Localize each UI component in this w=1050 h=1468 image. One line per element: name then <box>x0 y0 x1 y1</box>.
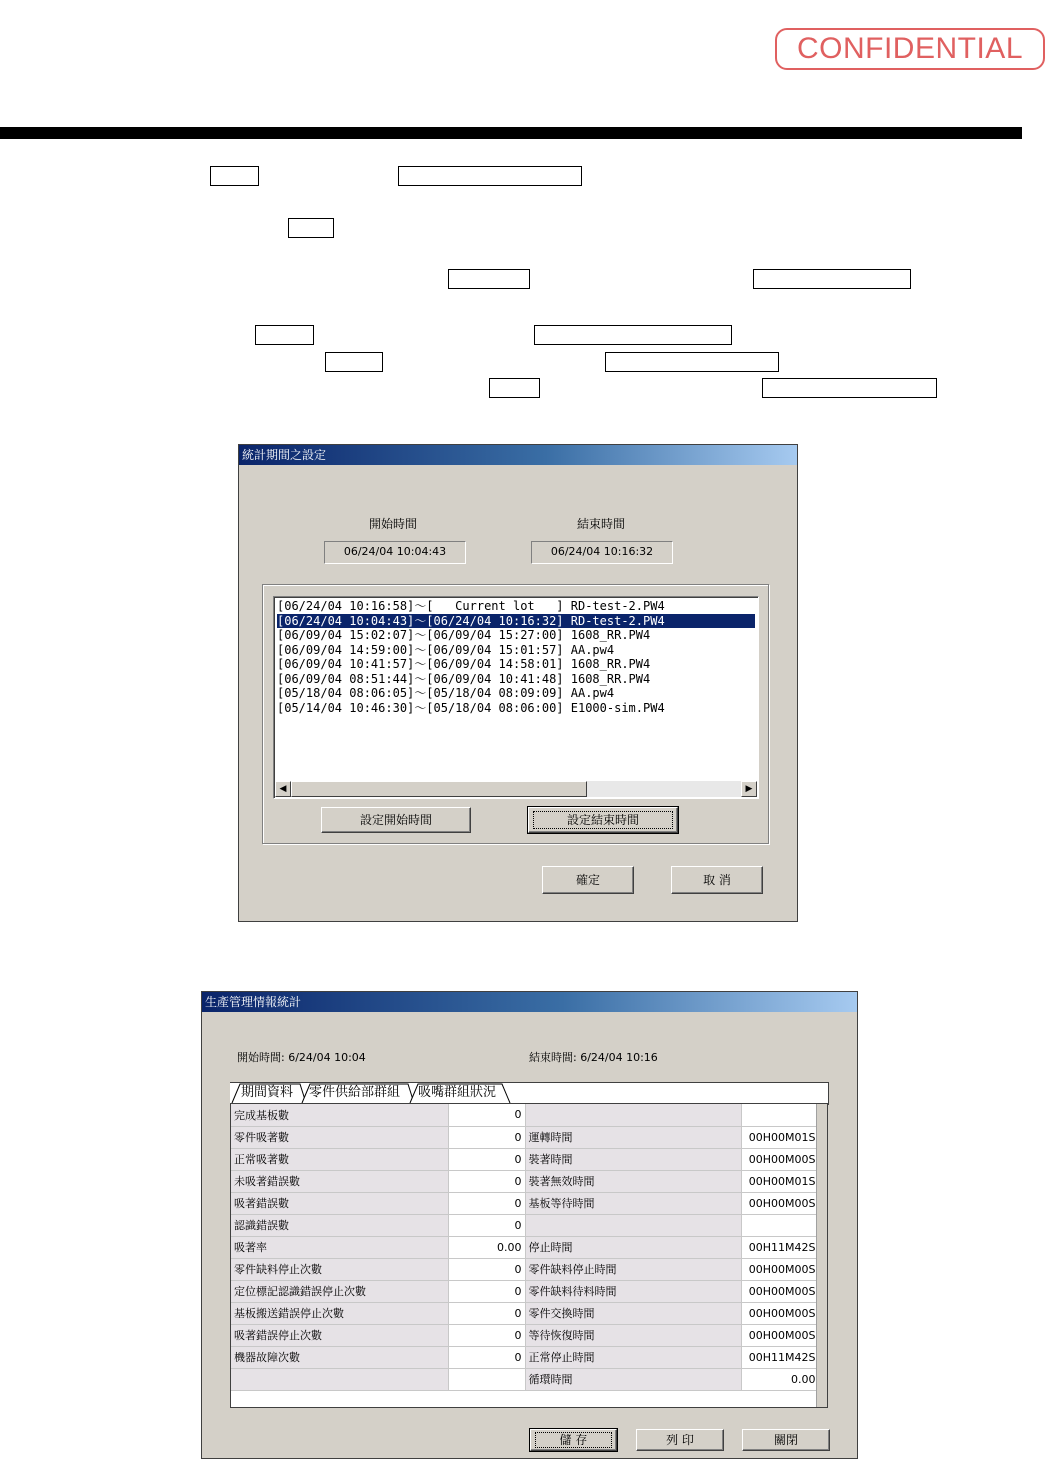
stat-value: 0 <box>448 1192 525 1214</box>
blank-box <box>255 325 314 345</box>
time-label <box>525 1214 741 1236</box>
save-label: 儲 存 <box>559 1433 588 1447</box>
time-value: 00H00M01S <box>741 1170 819 1192</box>
stat-label: 吸著率 <box>231 1236 448 1258</box>
time-label: 零件缺料待料時間 <box>525 1280 741 1302</box>
time-label: 等待恢復時間 <box>525 1324 741 1346</box>
blank-box <box>762 378 937 398</box>
table-row <box>231 1280 819 1302</box>
blank-box <box>210 166 259 186</box>
time-label: 基板等待時間 <box>525 1192 741 1214</box>
lot-list-item[interactable]: [06/09/04 10:41:57]～[06/09/04 14:58:01] 1608_RR.PW4 <box>277 657 651 671</box>
stat-value: 0 <box>448 1170 525 1192</box>
table-row <box>231 1236 819 1258</box>
tab-period-data[interactable]: 期間資料 <box>241 1085 294 1100</box>
tab-strip <box>230 1082 829 1105</box>
time-value <box>741 1104 819 1126</box>
time-label: 裝著時間 <box>525 1148 741 1170</box>
lot-list-item[interactable]: [06/24/04 10:16:58]～[ Current lot ] RD-test-2.PW4 <box>277 599 665 613</box>
period-start-text: 開始時間: 6/24/04 10:04 <box>237 1051 366 1064</box>
time-value: 00H00M00S <box>741 1192 819 1214</box>
stats-window <box>201 991 858 1459</box>
scroll-thumb[interactable] <box>291 781 587 797</box>
vertical-scrollbar[interactable] <box>816 1104 827 1407</box>
lot-list-item[interactable]: [05/18/04 08:06:05]～[05/18/04 08:09:09] AA.pw4 <box>277 686 615 700</box>
blank-box <box>605 352 779 372</box>
lot-listbox[interactable] <box>273 596 759 799</box>
time-label: 裝著無效時間 <box>525 1170 741 1192</box>
set-end-time-button[interactable] <box>528 807 678 833</box>
stat-label: 吸著錯誤停止次數 <box>231 1324 448 1346</box>
lot-list-item[interactable]: [06/24/04 10:04:43]～[06/24/04 10:16:32] RD-test-2.PW4 <box>277 614 755 629</box>
lot-list-item[interactable]: [06/09/04 15:02:07]～[06/09/04 15:27:00] 1608_RR.PW4 <box>277 628 651 642</box>
tab-feeder-group[interactable]: 零件供給部群組 <box>309 1085 401 1100</box>
time-value: 00H00M00S <box>741 1302 819 1324</box>
table-row <box>231 1148 819 1170</box>
time-label: 運轉時間 <box>525 1126 741 1148</box>
stat-label: 基板搬送錯誤停止次數 <box>231 1302 448 1324</box>
time-label: 停止時間 <box>525 1236 741 1258</box>
time-label: 零件缺料停止時間 <box>525 1258 741 1280</box>
dialog-title: 統計期間之設定 <box>239 445 797 465</box>
window-title: 生產管理情報統計 <box>202 992 857 1012</box>
time-value: 00H11M42S <box>741 1236 819 1258</box>
time-value: 00H00M00S <box>741 1280 819 1302</box>
table-row <box>231 1302 819 1324</box>
scroll-left-icon[interactable]: ◀ <box>275 781 291 797</box>
start-time-field: 06/24/04 10:04:43 <box>324 541 466 564</box>
blank-box <box>753 269 911 289</box>
stat-value: 0 <box>448 1258 525 1280</box>
stat-value: 0 <box>448 1126 525 1148</box>
table-row <box>231 1324 819 1346</box>
stat-value: 0 <box>448 1214 525 1236</box>
table-row <box>231 1258 819 1280</box>
blank-box <box>325 352 383 372</box>
blank-box <box>534 325 732 345</box>
stat-value: 0 <box>448 1324 525 1346</box>
end-time-field: 06/24/04 10:16:32 <box>531 541 673 564</box>
stat-value: 0 <box>448 1280 525 1302</box>
stat-label: 零件吸著數 <box>231 1126 448 1148</box>
blank-box <box>448 269 530 289</box>
start-time-label: 開始時間 <box>369 517 418 531</box>
stat-value: 0.00 <box>448 1236 525 1258</box>
set-start-time-button[interactable]: 設定開始時間 <box>321 807 471 833</box>
ok-button[interactable]: 確定 <box>542 866 634 894</box>
confidential-stamp: CONFIDENTIAL <box>775 28 1045 70</box>
save-button[interactable] <box>530 1429 617 1451</box>
table-row <box>231 1192 819 1214</box>
table-row <box>231 1214 819 1236</box>
stat-label: 認識錯誤數 <box>231 1214 448 1236</box>
time-value: 00H00M00S <box>741 1324 819 1346</box>
lot-list-item[interactable]: [06/09/04 14:59:00]～[06/09/04 15:01:57] AA.pw4 <box>277 642 615 657</box>
table-row <box>231 1346 819 1368</box>
set-end-time-label: 設定結束時間 <box>566 813 639 827</box>
time-label <box>525 1104 741 1126</box>
cancel-button[interactable]: 取 消 <box>671 866 763 894</box>
time-value <box>741 1214 819 1236</box>
table-row <box>231 1104 819 1126</box>
header-rule <box>0 127 1022 139</box>
table-row <box>231 1126 819 1148</box>
period-end-text: 結束時間: 6/24/04 10:16 <box>529 1051 658 1064</box>
scroll-right-icon[interactable]: ▶ <box>741 781 757 797</box>
end-time-label: 結束時間 <box>577 517 626 531</box>
stat-value: 0 <box>448 1346 525 1368</box>
table-row <box>231 1368 819 1390</box>
time-value: 00H00M00S <box>741 1258 819 1280</box>
time-label: 零件交換時間 <box>525 1302 741 1324</box>
blank-box <box>398 166 582 186</box>
stat-value <box>448 1368 525 1390</box>
stat-label <box>231 1368 448 1390</box>
horizontal-scrollbar[interactable] <box>275 781 757 797</box>
stat-label: 未吸著錯誤數 <box>231 1170 448 1192</box>
stat-label: 吸著錯誤數 <box>231 1192 448 1214</box>
time-value: 0.00 <box>741 1368 819 1390</box>
close-button[interactable]: 關閉 <box>742 1429 830 1451</box>
lot-list-item[interactable]: [05/14/04 10:46:30]～[05/18/04 08:06:00] E1000-sim.PW4 <box>277 700 665 715</box>
tab-nozzle-group[interactable]: 吸嘴群組狀況 <box>418 1085 497 1100</box>
blank-box <box>489 378 540 398</box>
stat-value: 0 <box>448 1302 525 1324</box>
table-row <box>231 1170 819 1192</box>
stat-value: 0 <box>448 1104 525 1126</box>
stat-label: 正常吸著數 <box>231 1148 448 1170</box>
time-value: 00H00M00S <box>741 1148 819 1170</box>
blank-box <box>288 218 334 238</box>
lot-list-item[interactable]: [06/09/04 08:51:44]～[06/09/04 10:41:48] 1608_RR.PW4 <box>277 671 651 686</box>
stat-label: 完成基板數 <box>231 1104 448 1126</box>
stat-value: 0 <box>448 1148 525 1170</box>
stats-grid <box>230 1103 828 1408</box>
time-value: 00H11M42S <box>741 1346 819 1368</box>
time-label: 正常停止時間 <box>525 1346 741 1368</box>
time-label: 循環時間 <box>525 1368 741 1390</box>
time-value: 00H00M01S <box>741 1126 819 1148</box>
stats-table <box>231 1104 820 1391</box>
stat-label: 定位標記認識錯誤停止次數 <box>231 1280 448 1302</box>
period-dialog <box>238 444 798 922</box>
stat-label: 零件缺料停止次數 <box>231 1258 448 1280</box>
print-button[interactable]: 列 印 <box>636 1429 724 1451</box>
stat-label: 機器故障次數 <box>231 1346 448 1368</box>
